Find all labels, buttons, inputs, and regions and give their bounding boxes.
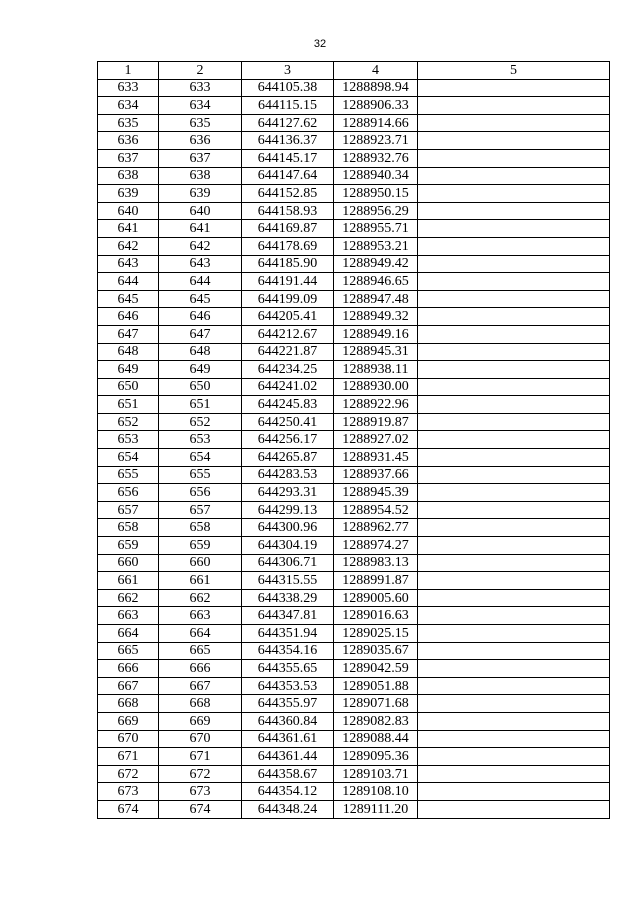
table-cell: 644348.24	[242, 800, 334, 818]
table-cell: 1289051.88	[334, 677, 418, 695]
table-cell: 665	[159, 642, 242, 660]
table-cell: 1288956.29	[334, 202, 418, 220]
table-cell: 1288919.87	[334, 413, 418, 431]
table-cell: 1288955.71	[334, 220, 418, 238]
table-cell: 644265.87	[242, 449, 334, 467]
table-cell: 664	[159, 625, 242, 643]
table-row	[98, 220, 610, 238]
table-cell: 674	[159, 800, 242, 818]
column-header: 5	[418, 62, 610, 80]
table-cell: 673	[159, 783, 242, 801]
table-cell: 637	[98, 149, 159, 167]
table-cell: 664	[98, 625, 159, 643]
table-cell: 638	[98, 167, 159, 185]
table-cell	[418, 255, 610, 273]
table-row	[98, 554, 610, 572]
table-row	[98, 484, 610, 502]
table-cell: 1288945.31	[334, 343, 418, 361]
table-cell: 667	[98, 677, 159, 695]
table-cell: 644245.83	[242, 396, 334, 414]
table-cell: 1288940.34	[334, 167, 418, 185]
table-row	[98, 642, 610, 660]
table-cell: 1288922.96	[334, 396, 418, 414]
table-row	[98, 800, 610, 818]
table-cell: 649	[98, 361, 159, 379]
table-cell: 659	[159, 537, 242, 555]
table-cell: 644158.93	[242, 202, 334, 220]
table-cell: 644212.67	[242, 325, 334, 343]
table-cell	[418, 466, 610, 484]
table-cell	[418, 783, 610, 801]
table-row	[98, 748, 610, 766]
table-cell	[418, 220, 610, 238]
table-cell: 1289025.15	[334, 625, 418, 643]
table-cell: 663	[98, 607, 159, 625]
table-cell: 1288898.94	[334, 79, 418, 97]
table-cell: 656	[98, 484, 159, 502]
table-cell: 671	[98, 748, 159, 766]
table-cell: 645	[98, 290, 159, 308]
table-cell: 644353.53	[242, 677, 334, 695]
table-cell: 646	[159, 308, 242, 326]
table-cell: 1288950.15	[334, 185, 418, 203]
table-cell: 1288949.16	[334, 325, 418, 343]
table-cell: 1288931.45	[334, 449, 418, 467]
table-row	[98, 449, 610, 467]
table-cell: 644347.81	[242, 607, 334, 625]
table-cell: 644147.64	[242, 167, 334, 185]
table-row	[98, 572, 610, 590]
table-cell: 661	[98, 572, 159, 590]
table-row	[98, 660, 610, 678]
table-cell	[418, 800, 610, 818]
table-row	[98, 325, 610, 343]
table-cell: 665	[98, 642, 159, 660]
table-header-row	[98, 62, 610, 80]
table-cell: 648	[159, 343, 242, 361]
table-cell: 653	[159, 431, 242, 449]
table-cell	[418, 519, 610, 537]
table-cell	[418, 501, 610, 519]
table-cell	[418, 132, 610, 150]
table-cell: 653	[98, 431, 159, 449]
table-cell: 1289095.36	[334, 748, 418, 766]
table-cell: 644355.97	[242, 695, 334, 713]
coordinates-table	[97, 61, 610, 819]
table-cell: 1288949.32	[334, 308, 418, 326]
table-cell: 633	[98, 79, 159, 97]
table-cell: 644351.94	[242, 625, 334, 643]
table-cell	[418, 185, 610, 203]
table-cell: 1288946.65	[334, 273, 418, 291]
table-cell: 644	[98, 273, 159, 291]
table-cell: 635	[98, 114, 159, 132]
table-cell: 644283.53	[242, 466, 334, 484]
table-cell: 644315.55	[242, 572, 334, 590]
table-cell	[418, 396, 610, 414]
table-cell: 649	[159, 361, 242, 379]
table-cell: 1289035.67	[334, 642, 418, 660]
table-cell: 637	[159, 149, 242, 167]
table-cell: 644178.69	[242, 237, 334, 255]
table-cell: 644361.61	[242, 730, 334, 748]
table-body	[98, 79, 610, 818]
column-header: 3	[242, 62, 334, 80]
table-cell: 638	[159, 167, 242, 185]
table-cell: 644358.67	[242, 765, 334, 783]
table-cell: 647	[98, 325, 159, 343]
table-cell	[418, 625, 610, 643]
table-cell: 660	[98, 554, 159, 572]
table-cell: 1288906.33	[334, 97, 418, 115]
table-cell	[418, 97, 610, 115]
table-row	[98, 730, 610, 748]
table-cell: 1288962.77	[334, 519, 418, 537]
table-cell: 644299.13	[242, 501, 334, 519]
table-cell: 655	[98, 466, 159, 484]
table-cell: 654	[159, 449, 242, 467]
table-cell	[418, 642, 610, 660]
table-cell: 644105.38	[242, 79, 334, 97]
column-header: 4	[334, 62, 418, 80]
table-cell: 651	[159, 396, 242, 414]
table-cell: 636	[98, 132, 159, 150]
table-cell: 644221.87	[242, 343, 334, 361]
table-row	[98, 677, 610, 695]
table-row	[98, 114, 610, 132]
table-cell: 657	[159, 501, 242, 519]
table-row	[98, 695, 610, 713]
table-cell: 644234.25	[242, 361, 334, 379]
table-cell: 634	[98, 97, 159, 115]
table-cell: 644199.09	[242, 290, 334, 308]
table-cell	[418, 572, 610, 590]
table-row	[98, 712, 610, 730]
table-row	[98, 97, 610, 115]
table-cell: 1288983.13	[334, 554, 418, 572]
table-cell: 672	[159, 765, 242, 783]
table-cell: 644145.17	[242, 149, 334, 167]
table-cell: 1289082.83	[334, 712, 418, 730]
table-cell: 644361.44	[242, 748, 334, 766]
table-cell: 643	[159, 255, 242, 273]
table-cell: 654	[98, 449, 159, 467]
table-cell: 671	[159, 748, 242, 766]
table-cell: 634	[159, 97, 242, 115]
table-row	[98, 185, 610, 203]
table-row	[98, 625, 610, 643]
table-cell: 657	[98, 501, 159, 519]
table-cell	[418, 149, 610, 167]
table-cell: 644	[159, 273, 242, 291]
table-row	[98, 378, 610, 396]
table-cell: 662	[159, 589, 242, 607]
table-cell: 644360.84	[242, 712, 334, 730]
table-cell: 666	[98, 660, 159, 678]
table-cell: 644304.19	[242, 537, 334, 555]
table-cell: 642	[159, 237, 242, 255]
table-row	[98, 537, 610, 555]
table-cell: 669	[159, 712, 242, 730]
table-cell: 648	[98, 343, 159, 361]
table-cell: 644300.96	[242, 519, 334, 537]
table-cell: 640	[98, 202, 159, 220]
table-cell: 673	[98, 783, 159, 801]
table-row	[98, 501, 610, 519]
table-cell: 644256.17	[242, 431, 334, 449]
table-cell: 635	[159, 114, 242, 132]
table-row	[98, 607, 610, 625]
table-cell: 646	[98, 308, 159, 326]
table-cell: 1288930.00	[334, 378, 418, 396]
table-row	[98, 466, 610, 484]
table-cell	[418, 273, 610, 291]
table-cell: 644250.41	[242, 413, 334, 431]
page-number: 32	[313, 38, 327, 50]
table-cell	[418, 712, 610, 730]
table-cell	[418, 361, 610, 379]
table-cell: 644191.44	[242, 273, 334, 291]
table-cell: 663	[159, 607, 242, 625]
table-cell: 647	[159, 325, 242, 343]
table-cell: 660	[159, 554, 242, 572]
table-row	[98, 519, 610, 537]
table-cell: 1288974.27	[334, 537, 418, 555]
table-cell: 644338.29	[242, 589, 334, 607]
table-cell: 672	[98, 765, 159, 783]
table-row	[98, 79, 610, 97]
table-cell: 1288923.71	[334, 132, 418, 150]
table-cell: 670	[98, 730, 159, 748]
table-row	[98, 413, 610, 431]
table-cell: 656	[159, 484, 242, 502]
table-cell	[418, 202, 610, 220]
table-cell	[418, 449, 610, 467]
table-cell: 1288949.42	[334, 255, 418, 273]
table-cell: 1288954.52	[334, 501, 418, 519]
table-cell	[418, 290, 610, 308]
table-row	[98, 343, 610, 361]
table-cell	[418, 607, 610, 625]
table-cell	[418, 431, 610, 449]
table-row	[98, 149, 610, 167]
table-cell: 639	[159, 185, 242, 203]
table-cell: 661	[159, 572, 242, 590]
table-cell: 1288991.87	[334, 572, 418, 590]
table-cell: 650	[159, 378, 242, 396]
table-cell: 652	[159, 413, 242, 431]
table-cell: 636	[159, 132, 242, 150]
table-row	[98, 308, 610, 326]
table-cell	[418, 413, 610, 431]
table-cell	[418, 765, 610, 783]
table-cell	[418, 695, 610, 713]
table-cell: 644293.31	[242, 484, 334, 502]
table-cell	[418, 554, 610, 572]
table-cell: 644169.87	[242, 220, 334, 238]
table-cell: 645	[159, 290, 242, 308]
table-row	[98, 765, 610, 783]
table-cell	[418, 378, 610, 396]
table-cell: 652	[98, 413, 159, 431]
table-cell: 1289108.10	[334, 783, 418, 801]
table-cell: 674	[98, 800, 159, 818]
table-cell: 644354.12	[242, 783, 334, 801]
table-row	[98, 132, 610, 150]
table-row	[98, 290, 610, 308]
table-cell	[418, 484, 610, 502]
table-cell: 644355.65	[242, 660, 334, 678]
table-cell: 640	[159, 202, 242, 220]
table-cell: 641	[98, 220, 159, 238]
table-row	[98, 255, 610, 273]
table-cell	[418, 677, 610, 695]
table-cell	[418, 730, 610, 748]
table-row	[98, 589, 610, 607]
table-row	[98, 167, 610, 185]
table-cell: 644152.85	[242, 185, 334, 203]
table-cell: 643	[98, 255, 159, 273]
table-cell: 633	[159, 79, 242, 97]
table-cell: 644354.16	[242, 642, 334, 660]
column-header: 1	[98, 62, 159, 80]
table-cell: 1289111.20	[334, 800, 418, 818]
table-cell	[418, 79, 610, 97]
table-cell	[418, 748, 610, 766]
table-cell: 641	[159, 220, 242, 238]
table-cell: 1288927.02	[334, 431, 418, 449]
table-cell: 668	[159, 695, 242, 713]
table-cell: 1288953.21	[334, 237, 418, 255]
table-cell: 644115.15	[242, 97, 334, 115]
table-row	[98, 202, 610, 220]
table-cell: 651	[98, 396, 159, 414]
table-cell: 1288938.11	[334, 361, 418, 379]
table-cell: 669	[98, 712, 159, 730]
table-cell: 639	[98, 185, 159, 203]
table-cell: 644185.90	[242, 255, 334, 273]
table-cell	[418, 343, 610, 361]
table-cell: 1289071.68	[334, 695, 418, 713]
column-header: 2	[159, 62, 242, 80]
table-row	[98, 361, 610, 379]
table-cell: 668	[98, 695, 159, 713]
table-cell: 644127.62	[242, 114, 334, 132]
table-cell	[418, 114, 610, 132]
table-cell: 1289103.71	[334, 765, 418, 783]
table-cell: 659	[98, 537, 159, 555]
table-row	[98, 783, 610, 801]
table-cell	[418, 589, 610, 607]
table-cell: 1289005.60	[334, 589, 418, 607]
table-cell: 1289088.44	[334, 730, 418, 748]
table-cell	[418, 325, 610, 343]
table-cell	[418, 660, 610, 678]
table-cell: 1288945.39	[334, 484, 418, 502]
table-cell: 655	[159, 466, 242, 484]
table-cell: 658	[159, 519, 242, 537]
table-cell: 666	[159, 660, 242, 678]
table-cell: 644241.02	[242, 378, 334, 396]
table-row	[98, 396, 610, 414]
table-row	[98, 273, 610, 291]
table-cell	[418, 537, 610, 555]
table-cell: 662	[98, 589, 159, 607]
table-cell: 1288937.66	[334, 466, 418, 484]
table-cell: 644205.41	[242, 308, 334, 326]
table-cell: 1289016.63	[334, 607, 418, 625]
table-cell: 1288914.66	[334, 114, 418, 132]
table-cell: 650	[98, 378, 159, 396]
table-cell: 670	[159, 730, 242, 748]
table-row	[98, 431, 610, 449]
table-cell: 1289042.59	[334, 660, 418, 678]
table-cell	[418, 308, 610, 326]
table-cell: 644306.71	[242, 554, 334, 572]
table-row	[98, 237, 610, 255]
table-cell	[418, 167, 610, 185]
table-cell: 658	[98, 519, 159, 537]
table-cell: 1288932.76	[334, 149, 418, 167]
table-cell: 1288947.48	[334, 290, 418, 308]
table-cell: 642	[98, 237, 159, 255]
table-cell: 644136.37	[242, 132, 334, 150]
table-cell: 667	[159, 677, 242, 695]
table-cell	[418, 237, 610, 255]
